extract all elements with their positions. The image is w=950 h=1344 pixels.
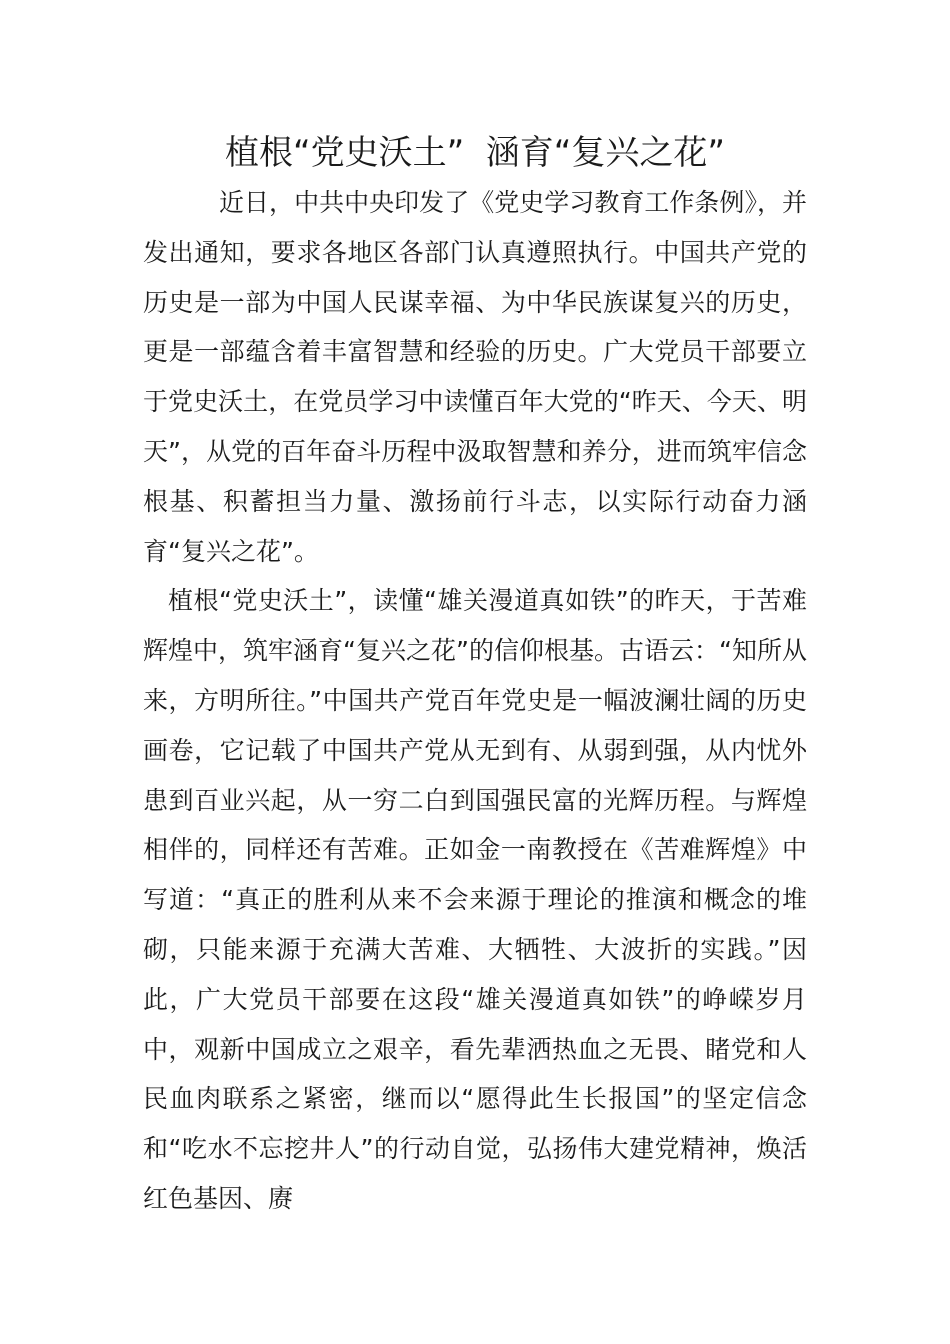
paragraph: 植根“党史沃土”，读懂“雄关漫道真如铁”的昨天，于苦难辉煌中，筑牢涵育“复兴之花”的信仰根基。古语云：“知所从来，方明所往。”中国共产党百年党史是一幅波澜壮阔的历史画卷，它记载了中国共产党从无到有、从弱到强，从内忧外患到百业兴起，从一穷二白到国强民富的光辉历程。与辉煌相伴的，同样还有苦难。正如金一南教授在《苦难辉煌》中写道：“真正的胜利从来不会来源于理论的推演和概念的堆砌，只能来源于充满大苦难、大牺牲、大波折的实践。”因此，广大党员干部要在这段“雄关漫道真如铁”的峥嵘岁月中，观新中国成立之艰辛，看先辈洒热血之无畏、睹党和人民血肉联系之紧密，继而以“愿得此生长报国”的坚定信念和“吃水不忘挖井人”的行动自觉，弘扬伟大建党精神，焕活红色基因、赓 [143, 586, 807, 1213]
document-body [143, 178, 807, 1224]
document-title: 植根“党史沃土” 涵育“复兴之花” [224, 133, 726, 173]
paragraph: 近日，中共中央印发了《党史学习教育工作条例》，并发出通知，要求各地区各部门认真遵照执行。中国共产党的历史是一部为中国人民谋幸福、为中华民族谋复兴的历史，更是一部蕴含着丰富智慧和经验的历史。广大党员干部要立于党史沃土，在党员学习中读懂百年大党的“昨天、今天、明天”，从党的百年奋斗历程中汲取智慧和养分，进而筑牢信念根基、积蓄担当力量、激扬前行斗志，以实际行动奋力涵育“复兴之花”。 [143, 188, 807, 566]
